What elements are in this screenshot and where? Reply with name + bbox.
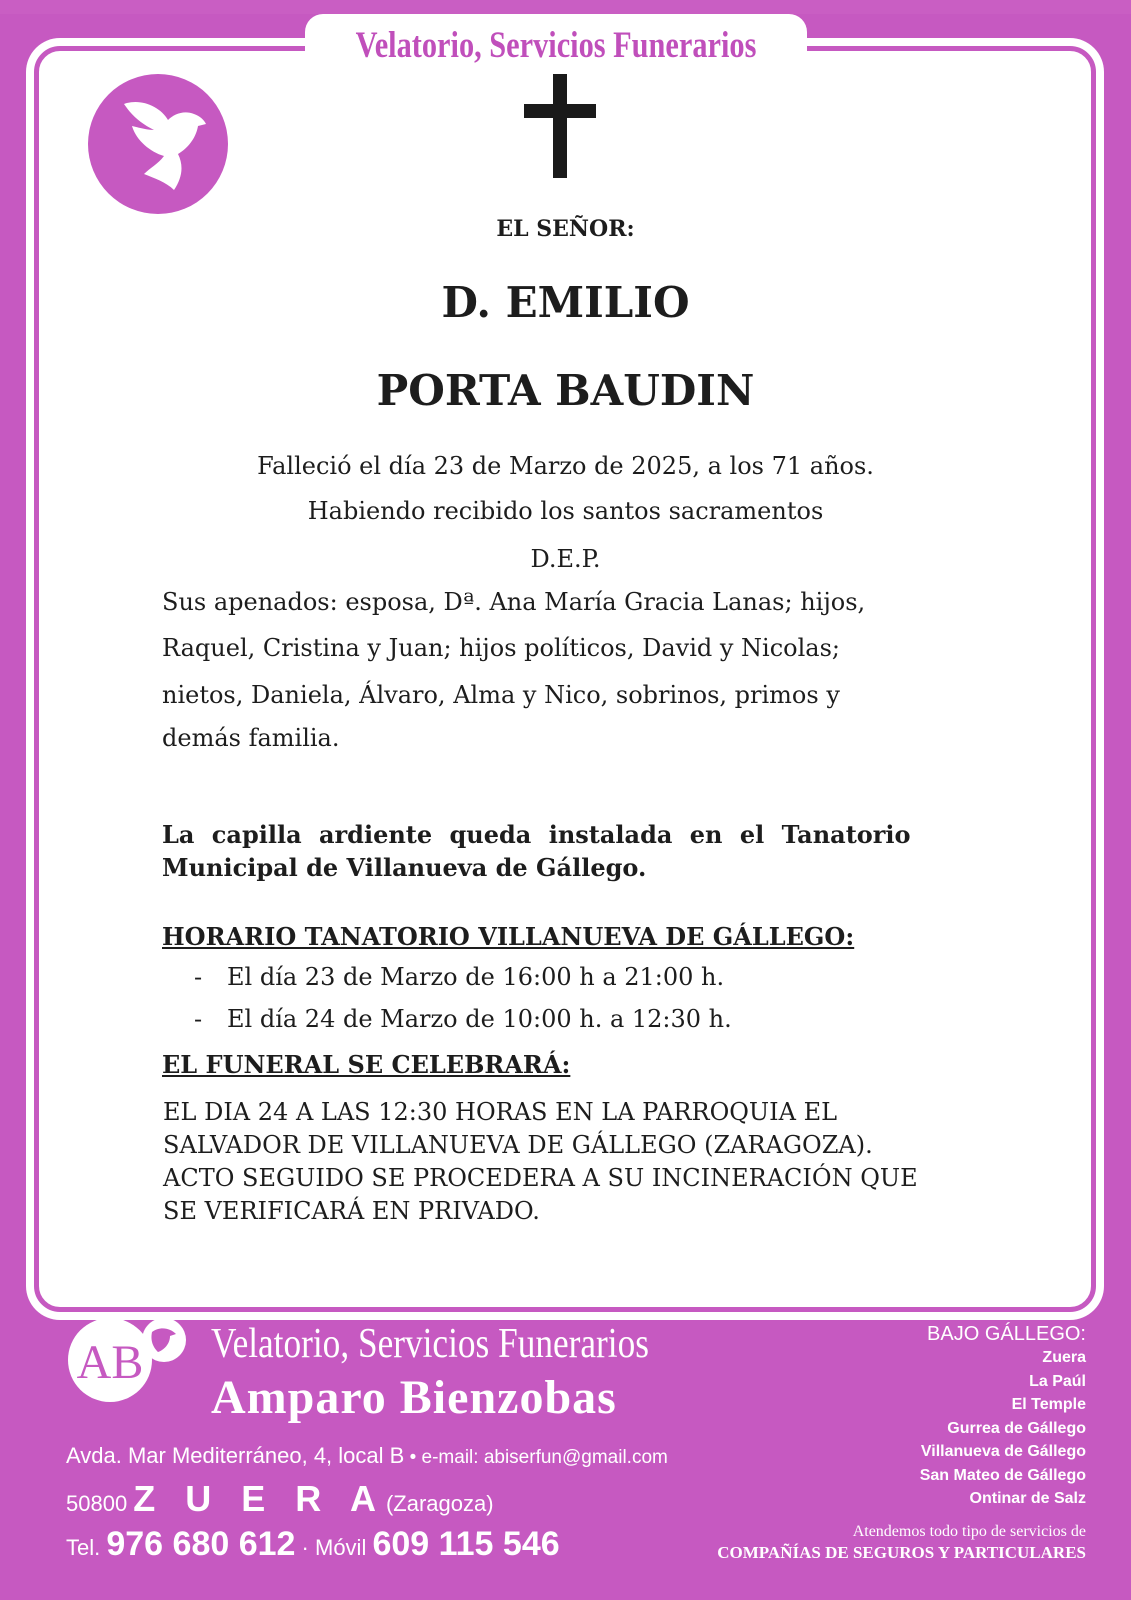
top-band [0,0,1131,14]
logo-letters: AB [76,1336,144,1389]
schedule-dash: - [194,963,203,991]
funeral-line: SE VERIFICARÁ EN PRIVADO. [163,1197,540,1225]
deceased-surname: PORTA BAUDIN [376,366,755,415]
town: Villanueva de Gállego [920,1443,1086,1460]
rip-line: D.E.P. [530,545,601,573]
company-name: Amparo Bienzobas [211,1371,617,1424]
funeral-heading: EL FUNERAL SE CELEBRARÁ: [162,1050,571,1079]
services-note [717,1522,1086,1564]
salutation: EL SEÑOR: [496,216,635,242]
cross-icon [524,74,596,178]
city-line [66,1478,494,1520]
address: Avda. Mar Mediterráneo, 4, local B [66,1443,405,1468]
mobile-number[interactable]: 609 115 546 [372,1525,560,1563]
email[interactable]: • e-mail: abiserfun@gmail.com [404,1447,668,1468]
mobile-label: · Móvil [295,1535,373,1560]
schedule-dash: - [194,1005,203,1033]
company-logo [64,1312,188,1404]
town: Zuera [1042,1349,1086,1366]
chapel-line: La capilla ardiente queda instalada en el Tanatorio [162,820,911,849]
header-tab [305,14,807,74]
region-title: BAJO GÁLLEGO: [927,1323,1086,1345]
address-line [66,1443,668,1469]
tel-label: Tel. [66,1535,107,1560]
services-line: COMPAÑÍAS DE SEGUROS Y PARTICULARES [717,1543,1086,1562]
dove-icon [88,74,228,214]
funeral-line: SALVADOR DE VILLANUEVA DE GÁLLEGO (ZARAGOZA). [163,1131,873,1159]
schedule-heading: HORARIO TANATORIO VILLANUEVA DE GÁLLEGO: [162,922,855,951]
town: La Paúl [1029,1372,1086,1390]
schedule-item: El día 23 de Marzo de 16:00 h a 21:00 h. [227,963,725,991]
chapel-line: Municipal de Villanueva de Gállego. [162,853,647,882]
sacraments-line: Habiendo recibido los santos sacramentos [307,497,824,525]
footer-title: Velatorio, Servicios Funerarios [211,1321,649,1367]
deceased-first-name: D. EMILIO [441,278,690,327]
postal-code: 50800 [66,1491,134,1516]
family-line: Sus apenados: esposa, Dª. Ana María Gracia Lanas; hijos, [162,588,866,616]
tel-number[interactable]: 976 680 612 [106,1525,296,1563]
family-line: nietos, Daniela, Álvaro, Alma y Nico, sobrinos, primos y [162,681,840,709]
town: San Mateo de Gállego [919,1466,1086,1484]
funeral-line: EL DIA 24 A LAS 12:30 HORAS EN LA PARROQUIA EL [163,1098,838,1126]
schedule-item: El día 24 de Marzo de 10:00 h. a 12:30 h. [227,1005,732,1033]
city: Z U E R A [133,1478,386,1519]
services-line: Atendemos todo tipo de servicios de [852,1523,1086,1540]
funeral-line: ACTO SEGUIDO SE PROCEDERA A SU INCINERACIÓN QUE [163,1164,918,1192]
town: Gurrea de Gállego [947,1419,1086,1437]
header-title: Velatorio, Servicios Funerarios [355,25,757,66]
region-list [920,1322,1086,1511]
family-line: Raquel, Cristina y Juan; hijos políticos, David y Nicolas; [162,634,841,662]
province: (Zaragoza) [385,1491,494,1516]
town: El Temple [1011,1396,1086,1413]
death-date-line: Falleció el día 23 de Marzo de 2025, a los 71 años. [257,452,874,480]
family-line: demás familia. [162,724,340,752]
phone-line [66,1525,560,1564]
town: Ontinar de Salz [969,1490,1086,1507]
